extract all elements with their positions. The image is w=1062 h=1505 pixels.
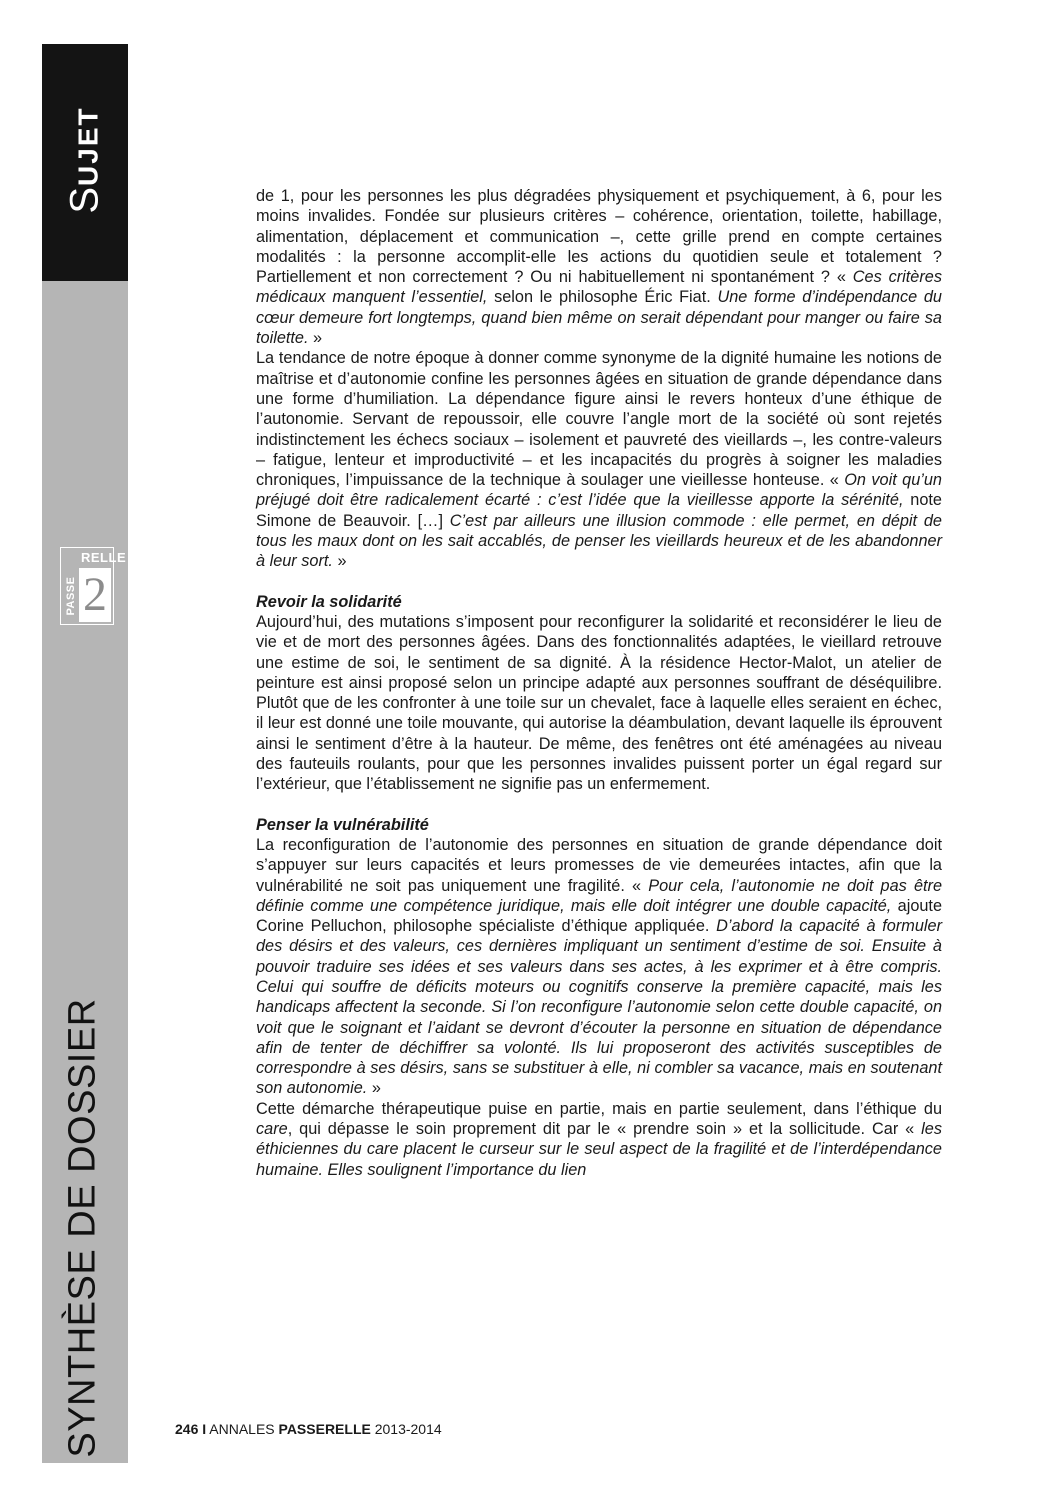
text-run-2: selon le philosophe Éric Fiat. bbox=[487, 288, 718, 307]
italic-run-1: Ces critères médicaux manquent l’essentiel, bbox=[256, 268, 942, 307]
text-run-0: de 1, pour les personnes les plus dégradées physiquement et psychiquement, à 6, pour les moins invalides. Fondée sur plusieurs critères – cohérence, orientation, toilette, habillage, alimentation, déplacement et communication –, cette grille prend en compte certaines modalités : la personne accomplit-elle les actions du quotidien seule et totalement ? Partiellement et non correctement ? Ou ni habituellement ni spontanément ? « bbox=[256, 187, 942, 287]
text-run-0: La reconfiguration de l’autonomie des personnes en situation de grande dépendance doit s’appuyer sur leurs capacités et leurs promesses de vie demeurées intactes, afin que la vulnérabilité ne soit pas uniquement une fragilité. « bbox=[256, 835, 942, 895]
paragraph-1 bbox=[256, 186, 942, 348]
section-label-initial: S bbox=[62, 185, 107, 214]
text-run-4: » bbox=[332, 552, 347, 571]
article-body bbox=[256, 186, 942, 1180]
page-footer bbox=[175, 1421, 442, 1437]
italic-run-1: care bbox=[256, 1120, 288, 1139]
text-run-2: , qui dépasse le soin proprement dit par le « prendre soin » et la sollicitude. Car « bbox=[287, 1120, 922, 1139]
footer-annales: ANNALES bbox=[209, 1421, 275, 1437]
paragraph-3 bbox=[256, 612, 942, 795]
logo-top-text: RELLE bbox=[81, 550, 127, 565]
section-label-synthese: SYNTHÈSE DE DOSSIER bbox=[61, 998, 104, 1458]
text-run-0: Cette démarche thérapeutique puise en partie, mais en partie seulement, dans l’éthique du bbox=[256, 1099, 942, 1118]
paragraph-2 bbox=[256, 348, 942, 571]
section-label-sujet bbox=[63, 106, 108, 213]
text-run-2: ajoute Corine Pelluchon, philosophe spécialiste d’éthique appliquée. bbox=[256, 896, 943, 936]
section-label-rest: UJET bbox=[72, 106, 104, 186]
heading-revoir-la-solidarite: Revoir la solidarité bbox=[256, 592, 402, 611]
footer-brand: PASSERELLE bbox=[278, 1421, 371, 1437]
italic-run-3: Une forme d’indépendance du cœur demeure fort longtemps, quand bien même on serait dépendant pour manger ou faire sa toilette. bbox=[256, 288, 942, 348]
text-run-4: » bbox=[308, 329, 323, 348]
text-run-0: Aujourd’hui, des mutations s’imposent pour reconfigurer la solidarité et reconsidérer le lieu de vie et de mort des personnes âgées. Dans des fonctionnalités adaptées, le vieillard retrouve une estime de soi, le sentiment de sa dignité. À la résidence Hector-Malot, un atelier de peinture est ainsi proposé selon un principe adapté aux personnes souffrant de déséquilibre. Plutôt que de les confronter à une toile sur un chevalet, face à laquelle elles seraient en échec, il leur est donné une toile mouvante, qui autorise la déambulation, devant laquelle ils éprouvent ainsi le sentiment d’être à la hauteur. De même, des fenêtres ont été aménagées au niveau des fauteuils roulants, pour que les personnes invalides puissent porter un égal regard sur l’extérieur, que l’établissement ne signifie pas un enfermement. bbox=[256, 612, 942, 794]
footer-years: 2013-2014 bbox=[374, 1421, 442, 1437]
italic-run-3: C’est par ailleurs une illusion commode : elle permet, en dépit de tous les maux dont on les sait accablés, de penser les vieillards heureux et de les abandonner à leur sort. bbox=[256, 511, 942, 571]
text-run-0: La tendance de notre époque à donner comme synonyme de la dignité humaine les notions de maîtrise et d’autonomie confine les personnes âgées en situation de grande dépendance dans une forme d’humiliation. La dépendance figure ainsi le revers honteux d’une éthique de l’autonomie. Servant de repoussoir, elle couvre l’angle mort de la société où sont rejetés indistinctement les échecs sociaux – isolement et pauvreté des vieillards –, les contre-valeurs – fatigue, lenteur et improductivité – et les incapacités du progrès à soigner les maladies chroniques, l’impuissance de la technique à soulager une vieillesse honteuse. « bbox=[256, 349, 942, 490]
logo-number: 2 bbox=[79, 568, 111, 622]
italic-run-1: On voit qu’un préjugé doit être radicalement écarté : c’est l’idée que la vieillesse apporte la sérénité, bbox=[256, 471, 942, 510]
italic-run-1: Pour cela, l’autonomie ne doit pas être définie comme une compétence juridique, mais elle doit intégrer une double capacité, bbox=[256, 876, 942, 915]
italic-run-3: D’abord la capacité à formuler des désirs et des valeurs, ces dernières impliquant un sentiment d’estime de soi. Ensuite à pouvoir traduire ses idées et ses valeurs dans ses actes, à les exprimer et à être compris. Celui qui souffre de déficits moteurs ou cognitifs conserve la première capacité, mais les handicaps affectent la seconde. Si l’on reconfigure l’autonomie selon cette double capacité, on voit que le soignant et l’aidant se devront d’écouter la personne en situation de dépendance afin de tenter de déchiffrer sa volonté. Ils lui proposeront des activités susceptibles de correspondre à ses désirs, sans se substituer à elle, ni combler sa vacance, mais en soutenant son autonomie. bbox=[256, 917, 942, 1098]
page-number: 246 bbox=[175, 1421, 199, 1437]
logo-side-box bbox=[63, 570, 78, 622]
paragraph-4 bbox=[256, 835, 942, 1099]
italic-run-3: les éthiciennes du care placent le curseur sur le seul aspect de la fragilité et de l’interdépendance humaine. Elles soulignent l’importance du lien bbox=[256, 1120, 942, 1179]
paragraph-5 bbox=[256, 1099, 942, 1180]
logo-side-text: PASSE bbox=[64, 576, 77, 616]
text-run-2: note Simone de Beauvoir. […] bbox=[256, 491, 942, 530]
heading-penser-la-vulnerabilite: Penser la vulnérabilité bbox=[256, 815, 429, 834]
text-run-4: » bbox=[367, 1079, 381, 1098]
footer-separator: I bbox=[202, 1421, 207, 1437]
passerelle-logo bbox=[60, 547, 127, 625]
